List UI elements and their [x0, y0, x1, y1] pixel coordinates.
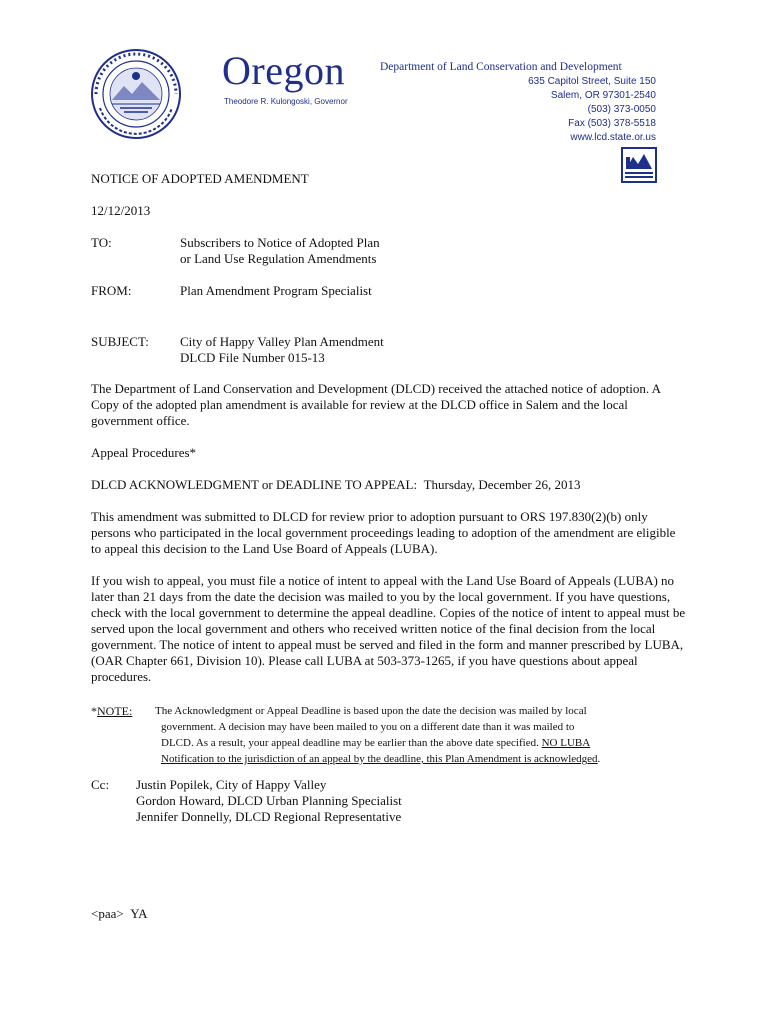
- deadline-value: Thursday, December 26, 2013: [423, 477, 581, 492]
- governor-name: Theodore R. Kulongoski, Governor: [224, 97, 348, 106]
- from-label: FROM:: [91, 283, 132, 298]
- note-line-1: The Acknowledgment or Appeal Deadline is based upon the date the decision was mailed by local: [155, 705, 587, 717]
- department-name: Department of Land Conservation and Development: [380, 61, 622, 73]
- address-website: www.lcd.state.or.us: [570, 132, 656, 143]
- cc-label: Cc:: [91, 777, 110, 792]
- note-line-4: Notification to the jurisdiction of an appeal by the deadline, this Plan Amendment is acknowledged.: [161, 753, 601, 765]
- subject-value-line-1: City of Happy Valley Plan Amendment: [180, 334, 384, 349]
- oregon-wordmark: Oregon: [222, 48, 345, 93]
- oregon-state-seal-icon: [90, 48, 182, 140]
- eligibility-paragraph: This amendment was submitted to DLCD for review prior to adoption pursuant to ORS 197.830(2)(b) only persons who participated in the local government proceedings leading to adoption of the amendment are eligible to appeal this decision to the Land Use Board of Appeals (LUBA).: [91, 509, 676, 556]
- appeal-instructions-paragraph: If you wish to appeal, you must file a notice of intent to appeal with the Land Use Board of Appeals (LUBA) no later than 21 days from the date the decision was mailed to you by the local government. If you have questions, check with the local government to determine the appeal deadline. Copies of the notice of intent to appeal must be served upon the local government and others who received written notice of the final decision from the local government. The notice of intent to appeal must be served and filed in the form and manner prescribed by LUBA, (OAR Chapter 661, Division 10). Please call LUBA at 503-373-1265, if you have questions about appeal procedures.: [91, 573, 686, 684]
- note-line-3: DLCD. As a result, your appeal deadline may be earlier than the above date specified. NO LUBA: [161, 737, 591, 749]
- subject-value-line-2: DLCD File Number 015-13: [180, 350, 325, 365]
- to-value-line-2: or Land Use Regulation Amendments: [180, 251, 377, 266]
- notice-date: 12/12/2013: [91, 203, 151, 218]
- notice-title: NOTICE OF ADOPTED AMENDMENT: [91, 171, 309, 186]
- note-label: *NOTE:: [91, 704, 133, 718]
- from-value: Plan Amendment Program Specialist: [180, 283, 372, 298]
- to-label: TO:: [91, 235, 112, 250]
- note-body: [145, 703, 665, 767]
- address-fax: Fax (503) 378-5518: [568, 118, 656, 129]
- note-line-2: government. A decision may have been mailed to you on a different date than it was mailed to: [161, 721, 575, 733]
- to-value-line-1: Subscribers to Notice of Adopted Plan: [180, 235, 380, 250]
- cc-recipient: Jennifer Donnelly, DLCD Regional Representative: [136, 809, 402, 824]
- footer-tag: <paa> YA: [91, 906, 148, 921]
- deadline-line: [91, 477, 581, 493]
- deadline-label: DLCD ACKNOWLEDGMENT or DEADLINE TO APPEAL:: [91, 477, 418, 492]
- cc-recipient: Gordon Howard, DLCD Urban Planning Specialist: [136, 793, 402, 808]
- appeal-procedures-heading: Appeal Procedures*: [91, 445, 197, 460]
- intro-paragraph: The Department of Land Conservation and Development (DLCD) received the attached notice of adoption. A Copy of the adopted plan amendment is available for review at the DLCD office in Salem and the local government office.: [91, 381, 661, 428]
- cc-recipient: Justin Popilek, City of Happy Valley: [136, 777, 327, 792]
- dlcd-logo-icon: [621, 147, 657, 183]
- address-street: 635 Capitol Street, Suite 150: [528, 76, 656, 87]
- subject-label: SUBJECT:: [91, 334, 149, 349]
- address-phone: (503) 373-0050: [587, 104, 656, 115]
- address-city: Salem, OR 97301-2540: [550, 90, 656, 101]
